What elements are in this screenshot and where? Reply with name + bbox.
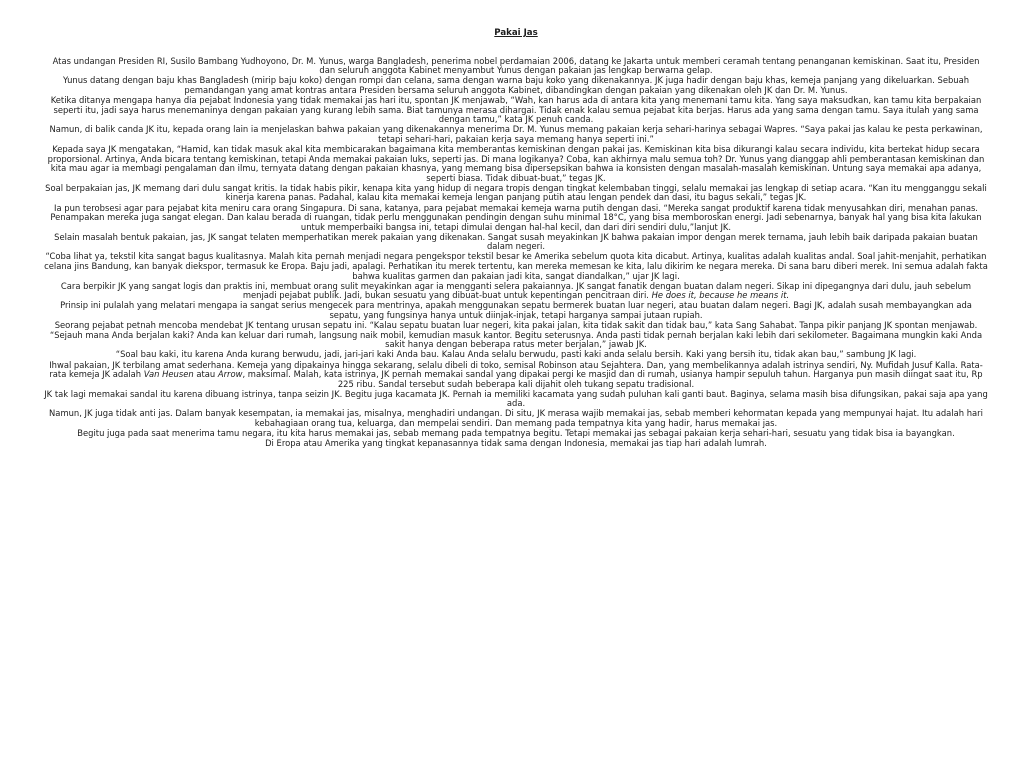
document-title: Pakai Jas [494, 28, 538, 38]
paragraph-3: Ketika ditanya mengapa hanya dia pejabat Indonesia yang tidak memakai jas hari itu, spontan JK menjawab, “Wah, kan harus ada di antara kita yang menemani tamu kita. Yang saya maksudkan, kan tamu kita berpakaian seperti itu, jadi saya harus menemaninya dengan pakaian yang kurang lebih sama. Biat tamunya merasa dihargai. Tidak enak kalau semua pejabat kita berjas. Harus ada yang sama dengan tamu. Saya itulah yang sama dengan tamu,” kata JK penuh canda. [50, 94, 982, 125]
paragraph-11: Prinsip ini pulalah yang melatari mengapa ia sangat serius mengecek para mentrinya, apakah menggunakan sepatu bermerek buatan luar negeri, atau buatan dalam negeri. Bagi JK, adalah susah membayangkan ada sepatu, yang fungsinya hanya untuk diinjak-injak, tetapi harganya sampai jutaan rupiah. [60, 300, 972, 321]
document-page [44, 29, 988, 449]
paragraph-15: JK tak lagi memakai sandal itu karena dibuang istrinya, tanpa seizin JK. Begitu juga kacamata JK. Pernah ia memiliki kacamata yang sudah puluhan kali ganti baut. Baginya, selama masih bisa difungsikan, pakai saja apa yang ada. [44, 388, 988, 409]
brand-van-heusen: Van Heusen [143, 369, 194, 380]
paragraph-8: Selain masalah bentuk pakaian, jas, JK sangat telaten memperhatikan merek pakaian yang dikenakan. Sangat susah meyakinkan JK bahwa pakaian impor dengan merek ternama, jauh lebih baik daripada pakaian buatan dalam negeri. [54, 231, 978, 252]
paragraph-12: Seorang pejabat petnah mencoba mendebat JK tentang urusan sepatu ini. “Kalau sepatu buatan luar negeri, kita pakai jalan, kita tidak sakit dan tidak bau,” kata Sang Sahabat. Tanpa pikir panjang JK spontan menjawab. “Sejauh mana Anda berjalan kaki? Anda kan keluar dari rumah, langsung naik mobil, kemudian masuk kantor. Begitu seterusnya. Anda pasti tidak pernah berjalan kaki lebih dari sekilometer. Bagaimana mungkin kaki Anda sakit hanya dengan beberapa ratus meter berjalan,” jawab JK. [49, 320, 983, 350]
paragraph-14 [44, 361, 988, 390]
paragraph-17: Begitu juga pada saat menerima tamu negara, itu kita harus memakai jas, sebab memang pada tempatnya begitu. Tetapi memakai jas sebagai pakaian kerja sehari-hari, sesuatu yang tidak bisa ia bayangkan. [77, 428, 955, 439]
paragraph-14-part-2: atau [193, 369, 218, 380]
paragraph-2: Yunus datang dengan baju khas Bangladesh (mirip baju koko) dengan rompi dan celana, sama dengan warna baju koko yang dikenakannya. JK juga hadir dengan baju khas, kemeja panjang yang dikeluarkan. Sebuah pemandangan yang amat kontras antara Presiden bersama seluruh anggota Kabinet, dibandingkan dengan pakaian yang dikenakan oleh JK dan Dr. M. Yunus. [62, 75, 970, 95]
paragraph-6: Soal berpakaian jas, JK memang dari dulu sangat kritis. Ia tidak habis pikir, kenapa kita yang hidup di negara tropis dengan tingkat kelembaban tinggi, selalu memakai jas lengkap di setiap acara. “Kan itu mengganggu sekali kinerja karena panas. Padahal, kalau kita memakai kemeja lengan panjang putih atau lengan pendek dan dasi, itu bagus sekali,” tegas JK. [45, 182, 987, 203]
paragraph-10-italic: He does it, because he means it. [651, 290, 790, 301]
paragraph-14-part-3: , maksimal. Malah, kata istrinya, JK pernah memakai sandal yang dipakai pergi ke masjid dan di rumah, usianya hampir sepuluh tahun. Harganya pun masih diingat saat itu, Rp 225 ribu. Sandal tersebut sudah beberapa kali dijahit oleh tukang sepatu tradisional. [242, 369, 983, 389]
paragraph-18: Di Eropa atau Amerika yang tingkat kepanasannya tidak sama dengan Indonesia, memakai jas tiap hari adalah lumrah. [265, 438, 767, 449]
paragraph-7: Ia pun terobsesi agar para pejabat kita meniru cara orang Singapura. Di sana, katanya, para pejabat memakai kemeja warna putih dengan dasi. “Mereka sangat produktif karena tidak menyusahkan diri, menahan panas. Penampakan mereka juga sangat elegan. Dan kalau berada di ruangan, tidak perlu menggunakan pendingin dengan suhu minimal 18°C, yang bisa memboroskan energi. Jadi sebenarnya, banyak hal yang bisa kita lakukan untuk memperbaiki bangsa ini, tetapi dimulai dengan hal-hal kecil, dan dari diri sendiri dulu,”lanjut JK. [50, 202, 982, 232]
paragraph-10-text: Cara berpikir JK yang sangat logis dan praktis ini, membuat orang sulit meyakinkan agar ia mengganti selera pakaiannya. JK sangat fanatik dengan buatan dalam negeri. Sikap ini dipegangnya dari dulu, jauh sebelum menjadi pejabat publik. Jadi, bukan sesuatu yang dibuat-buat untuk kepentingan pencitraan diri. [60, 280, 972, 301]
paragraph-13: “Soal bau kaki, itu karena Anda kurang berwudu, jadi, jari-jari kaki Anda bau. Kalau Anda selalu berwudu, pasti kaki anda selalu bersih. Kaki yang bersih itu, tidak akan bau,” sambung JK lagi. [115, 349, 917, 360]
paragraph-5: Kepada saya JK mengatakan, “Hamid, kan tidak masuk akal kita membicarakan bagaimana kita memberantas kemiskinan dengan pakai jas. Kemiskinan kita bisa dikurangi kalau secara individu, kita bertekat hidup secara proporsional. Artinya, Anda bicara tentang kemiskinan, tetapi Anda memakai pakaian luks, seperti jas. Di mana logikanya? Coba, kan akhirnya malu semua toh? Dr. Yunus yang dianggap ahli pemberantasan kemiskinan dan kita mau agar ia membagi pengalaman dan ilmu, ternyata datang dengan pakaian khasnya, yang memang bisa dipersepsikan bahwa ia konsisten dengan masalah-masalah kemiskinan. Untung saya memakai apa adanya, seperti biasa. Tidak dibuat-buat,” tegas JK. [47, 143, 985, 183]
paragraph-9: “Coba lihat ya, tekstil kita sangat bagus kualitasnya. Malah kita pernah menjadi negara pengekspor tekstil besar ke Amerika sebelum quota kita dicabut. Artinya, kualitas adalah kualitas andal. Soal jahit-menjahit, perhatikan celana jins Bandung, kan banyak diekspor, termasuk ke Eropa. Baju jadi, apalagi. Perhatikan itu merek tertentu, kan mereka memesan ke kita, lalu dikirim ke negara mereka. Di sana baru diberi merek. Ini semua adalah fakta bahwa kualitas garmen dan pakaian jadi kita, sangat diandalkan,” ujar JK lagi. [44, 251, 988, 281]
paragraph-1: Atas undangan Presiden RI, Susilo Bambang Yudhoyono, Dr. M. Yunus, warga Bangladesh, penerima nobel perdamaian 2006, datang ke Jakarta untuk memberi ceramah tentang penanganan kemiskinan. Saat itu, Presiden dan seluruh anggota Kabinet menyambut Yunus dengan pakaian jas lengkap berwarna gelap. [52, 55, 980, 76]
paragraph-14-part-1: Ihwal pakaian, JK terbilang amat sederhana. Kemeja yang dipakainya hingga sekarang, selalu dibeli di toko, semisal Robinson atau Sejahtera. Dan, yang membelikannya adalah istrinya sendiri, Ny. Mufidah Jusuf Kalla. Rata-rata kemeja JK adalah [49, 359, 983, 380]
brand-arrow: Arrow [217, 369, 243, 380]
paragraph-10 [44, 282, 988, 301]
paragraph-16: Namun, JK juga tidak anti jas. Dalam banyak kesempatan, ia memakai jas, misalnya, menghadiri undangan. Di situ, JK merasa wajib memakai jas, sebab memberi kehormatan kepada yang mempunyai hajat. Itu adalah hari kebahagiaan orang tua, keluarga, dan mempelai sendiri. Dan memang pada tempatnya kita yang hadir, harus memakai jas. [49, 408, 983, 429]
paragraph-4: Namun, di balik canda JK itu, kepada orang lain ia menjelaskan bahwa pakaian yang dikenakannya menerima Dr. M. Yunus memang pakaian kerja sehari-harinya sebagai Wapres. “Saya pakai jas kalau ke pesta perkawinan, tetapi sehari-hari, pakaian kerja saya memang hanya seperti ini.” [49, 124, 983, 144]
